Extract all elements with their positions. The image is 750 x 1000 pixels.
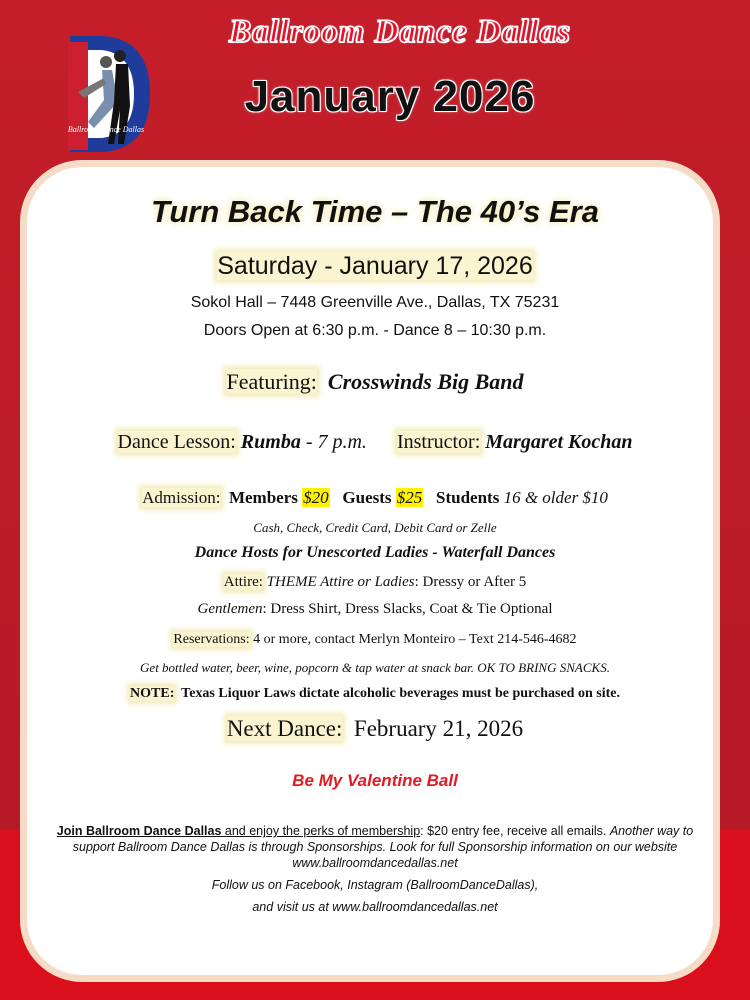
lesson-line <box>0 431 750 454</box>
note-label: NOTE: <box>130 686 175 701</box>
organization-title: Ballroom Dance Dallas <box>229 14 571 50</box>
reservations-line <box>0 632 750 648</box>
door-times: Doors Open at 6:30 p.m. - Dance 8 – 10:30 p.m. <box>203 322 547 339</box>
event-date-text: Saturday - January 17, 2026 <box>217 252 533 280</box>
guests-label: Guests <box>342 488 392 507</box>
join-text: and enjoy the perks of membership <box>221 824 421 838</box>
note-line <box>0 686 750 702</box>
attire-label: Attire: <box>223 574 263 590</box>
students-label: Students <box>436 488 500 507</box>
ballroom-dance-dallas-logo <box>58 32 154 156</box>
social-follow: Follow us on Facebook, Instagram (BallroomDanceDallas), <box>211 878 539 892</box>
gentlemen-attire <box>0 601 750 618</box>
membership-info <box>50 823 700 871</box>
attire-ladies: : Dressy or After 5 <box>414 574 527 590</box>
next-dance-date: February 21, 2026 <box>353 716 524 741</box>
reservations-label: Reservations: <box>173 632 250 647</box>
featuring-label: Featuring: <box>226 369 317 394</box>
perks-text: : $20 entry fee, receive all emails. <box>420 824 610 838</box>
next-dance-label: Next Dance: <box>226 716 343 741</box>
gentlemen-text: : Dress Shirt, Dress Slacks, Coat & Tie Optional <box>262 601 553 617</box>
attire-theme: THEME Attire or Ladies <box>266 574 415 590</box>
admission-label: Admission: <box>142 488 221 507</box>
instructor-name: Margaret Kochan <box>485 431 633 453</box>
instructor-label: Instructor: <box>396 431 481 453</box>
guests-price: $25 <box>396 488 423 507</box>
gentlemen-label: Gentlemen <box>197 601 263 617</box>
sponsor-text: Another way to support Ballroom Dance Dallas is through Sponsorships. Look for full Sponsorship information on our website www.ballroomdancedallas.net <box>72 824 694 870</box>
event-date <box>0 252 750 281</box>
featuring-line <box>0 369 750 395</box>
join-link[interactable]: Join Ballroom Dance Dallas <box>56 824 222 838</box>
members-price: $20 <box>303 488 329 507</box>
dance-hosts: Dance Hosts for Unescorted Ladies - Waterfall Dances <box>194 544 556 561</box>
logo-caption: Ballroom Dance Dallas <box>67 125 145 134</box>
next-dance-line <box>0 716 750 742</box>
venue-address: Sokol Hall – 7448 Greenville Ave., Dallas, TX 75231 <box>190 294 560 311</box>
payment-methods: Cash, Check, Credit Card, Debit Card or Zelle <box>253 520 497 535</box>
admission-line <box>0 488 750 508</box>
next-event-name: Be My Valentine Ball <box>292 771 458 790</box>
members-label: Members <box>228 488 298 507</box>
band-name: Crosswinds Big Band <box>327 369 524 394</box>
attire-line <box>0 574 750 591</box>
note-text: Texas Liquor Laws dictate alcoholic beverages must be purchased on site. <box>181 686 620 701</box>
issue-title: January 2026 <box>244 72 536 121</box>
students-note: 16 & older $10 <box>503 488 608 507</box>
reservations-text: 4 or more, contact Merlyn Monteiro – Text 214-546-4682 <box>249 632 577 647</box>
lesson-time: - 7 p.m. <box>300 431 367 453</box>
website-visit: and visit us at www.ballroomdancedallas.net <box>252 900 498 914</box>
snack-info: Get bottled water, beer, wine, popcorn & tap water at snack bar. OK TO BRING SNACKS. <box>140 660 610 675</box>
lesson-label: Dance Lesson: <box>117 431 236 453</box>
lesson-dance: Rumba <box>240 431 301 453</box>
event-title: Turn Back Time – The 40’s Era <box>150 194 599 229</box>
